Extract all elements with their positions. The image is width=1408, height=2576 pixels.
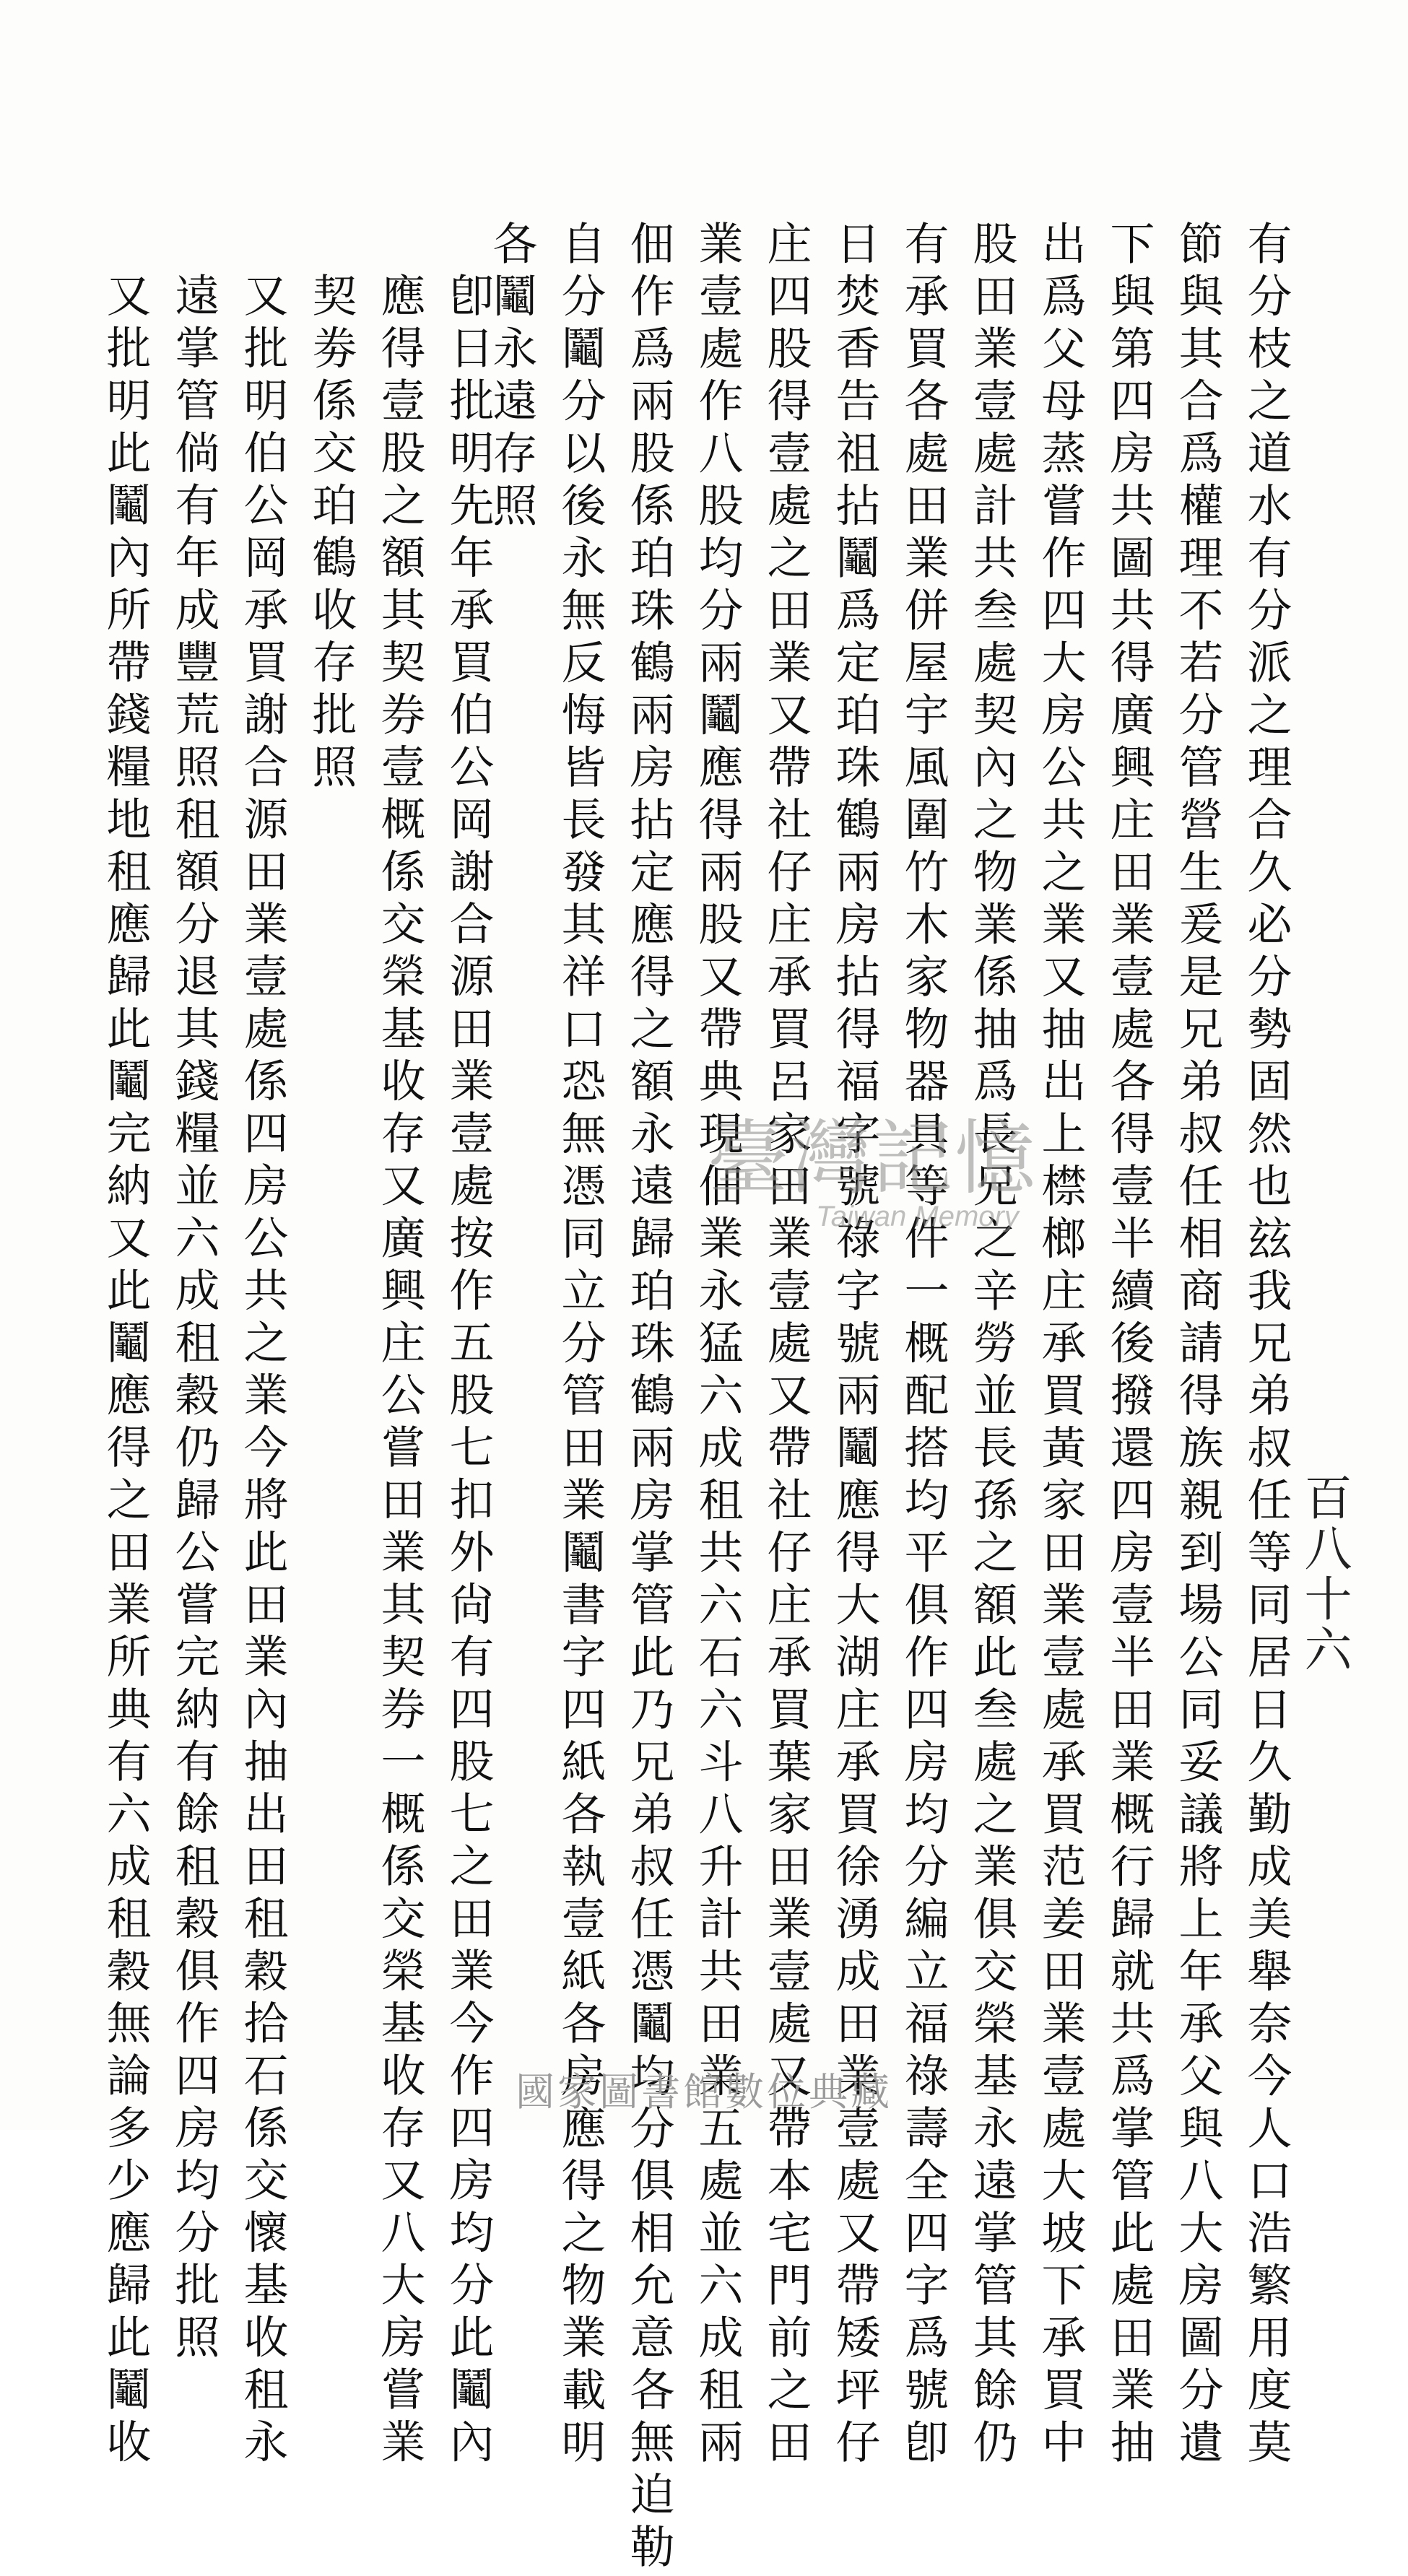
- note-column-5: 遠掌管倘有年成豐荒照租額分退其錢糧並六成租穀仍歸公嘗完納有餘租穀俱作四房均分批照: [168, 272, 220, 2366]
- text-column-11: 自分鬮分以後永無反悔皆長發其祥口恐無憑同立分管田業鬮書字四紙各執壹紙各房應得之物業載明: [554, 220, 607, 2471]
- watermark-subtitle: Taiwan Memory: [816, 1201, 1019, 1232]
- text-column-8: 庄四股得壹處之田業又帶社仔庄承買呂家田業壹處又帶社仔庄承買葉家田業壹處又帶本宅門前之田: [760, 220, 812, 2471]
- note-column-3: 契劵係交珀鶴收存批照: [305, 272, 357, 796]
- note-column-1: 卽日批明先年承買伯公岡謝合源田業壹處按作五股七扣外尙有四股七之田業今作四房均分此鬮內: [442, 272, 495, 2471]
- text-column-2: 節與其合爲權理不若分管營生爰是兄弟叔任相商請得族親到場公同妥議將上年承父與八大房圖分遺: [1171, 220, 1224, 2471]
- text-column-10: 佃作爲兩股係珀珠鶴兩房拈定應得之額永遠歸珀珠鶴兩房掌管此乃兄弟叔任憑鬮均分俱相允意各無迫勒: [622, 220, 675, 2576]
- text-column-5: 股田業壹處計共叁處契內之物業係抽爲長兄之辛勞並長孫之額此叁處之業俱交榮基永遠掌管其餘仍: [965, 220, 1018, 2471]
- text-column-3: 下與第四房共圖共得廣興庄田業壹處各得壹半續後撥還四房壹半田業概行歸就共爲掌管此處田業抽: [1103, 220, 1155, 2471]
- text-column-1: 有分枝之道水有分派之理合久必分勢固然也玆我兄弟叔任等同居日久勤成美舉奈今人口浩繁用度莫: [1240, 220, 1292, 2471]
- note-column-2: 應得壹股之額其契券壹概係交榮基收存又廣興庄公嘗田業其契券一概係交榮基收存又八大房嘗業: [373, 272, 426, 2471]
- text-column-4: 出爲父母蒸嘗作四大房公共之業又抽出上㯲榔庄承買黃家田業壹處承買范姜田業壹處大坡下承買中: [1034, 220, 1087, 2471]
- text-column-12: 各鬮永遠存照: [485, 220, 538, 534]
- text-column-7: 日焚香告祖拈鬮爲定珀珠鶴兩房拈得福字號祿字號兩鬮應得大湖庄承買徐湧成田業壹處又帶矮坪仔: [828, 220, 881, 2471]
- note-column-4: 又批明伯公岡承買謝合源田業壹處係四房公共之業今將此田業內抽出田租穀拾石係交懷基收租永: [236, 272, 289, 2471]
- text-column-9: 業壹處作八股均分兩鬮應得兩股又帶典現佃業永猛六成租共六石六斗八升計共田業五處並六成租兩: [691, 220, 744, 2471]
- footer-caption: 國家圖書館數位典藏: [516, 2069, 892, 2115]
- text-column-6: 有承買各處田業併屋宇風圍竹木家物器具等件一概配搭均平俱作四房均分編立福祿壽全四字爲號卽: [897, 220, 949, 2471]
- page-number: 百八十六: [1296, 1473, 1352, 1675]
- note-column-6: 又批明此鬮內所帶錢糧地租應歸此鬮完納又此鬮應得之田業所典有六成租穀無論多少應歸此鬮收: [99, 272, 152, 2471]
- watermark-text: 臺灣記憶: [708, 1112, 1037, 1206]
